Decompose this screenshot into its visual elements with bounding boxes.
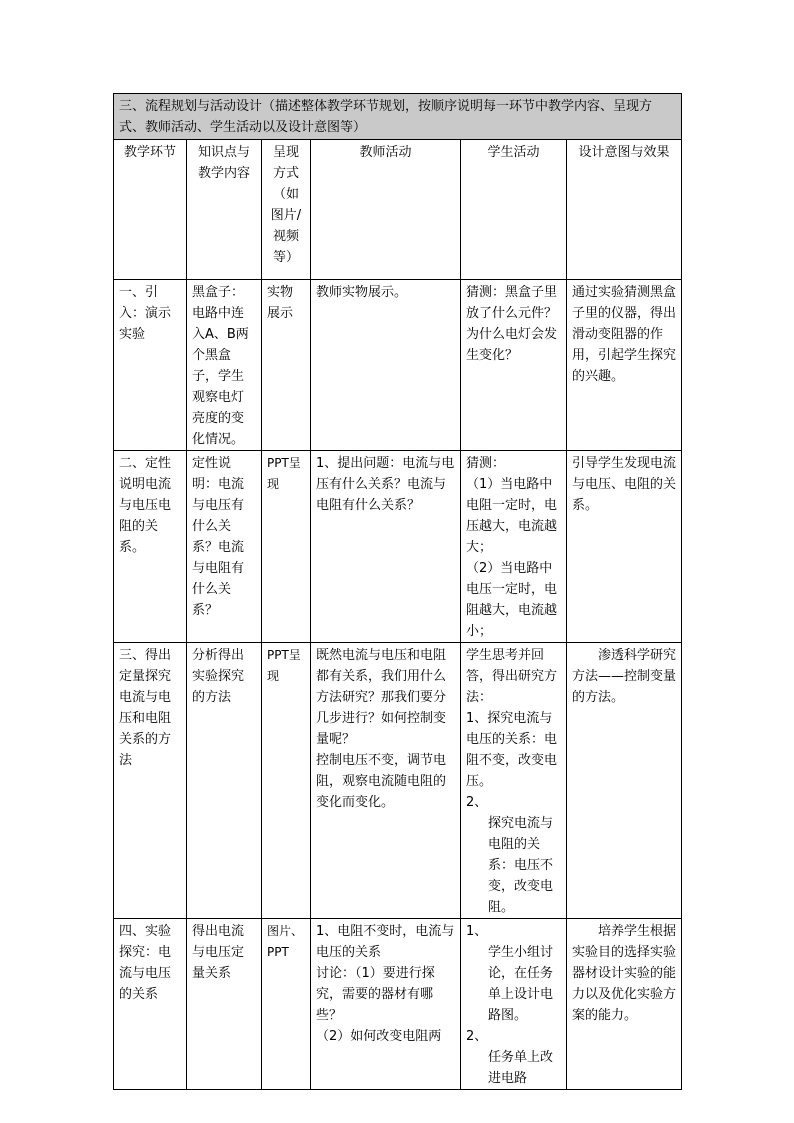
student-line: 2、: [466, 1029, 488, 1044]
student-line: （2）当电路中电压一定时，电阻越大，电流越小；: [466, 561, 558, 639]
header-knowledge: 知识点与教学内容: [187, 140, 262, 280]
student-line: 学生思考并回答，得出研究方法：: [466, 648, 558, 705]
presentation-cell: PPT呈现: [262, 643, 311, 919]
design-cell: 引导学生发现电流与电压、电阻的关系。: [567, 451, 682, 643]
teacher-cell: [311, 919, 461, 1090]
header-student: 学生活动: [461, 140, 567, 280]
header-teacher: 教师活动: [311, 140, 461, 280]
table-row: [114, 451, 682, 643]
table-row: [114, 643, 682, 919]
teacher-line: 1、提出问题：电流与电压有什么关系？电流与电阻有什么关系？: [316, 456, 455, 513]
student-line: 猜测：黑盒子里放了什么元件？为什么电灯会发生变化？: [466, 285, 558, 363]
teacher-line: 教师实物展示。: [316, 285, 408, 300]
student-line: 任务单上改进电路: [488, 1050, 554, 1086]
student-cell: [461, 919, 567, 1090]
knowledge-cell: 黑盒子：电路中连入A、B两个黑盒子，学生观察电灯亮度的变化情况。: [187, 280, 262, 451]
student-line: 2、: [466, 795, 488, 810]
teacher-line: 讨论：（1）要进行探究，需要的器材有哪些？: [316, 966, 435, 1023]
stage-cell: 三、得出定量探究电流与电压和电阻关系的方法: [114, 643, 187, 919]
student-cell: [461, 643, 567, 919]
student-line: 1、探究电流与电压的关系：电阻不变，改变电压。: [466, 711, 558, 789]
design-cell: 渗透科学研究方法——控制变量的方法。: [567, 643, 682, 919]
header-stage: 教学环节: [114, 140, 187, 280]
teacher-line: 1、电阻不变时，电流与电压的关系: [316, 924, 455, 960]
design-cell: 培养学生根据实验目的选择实验器材设计实验的能力以及优化实验方案的能力。: [567, 919, 682, 1090]
section-title: 三、流程规划与活动设计（描述整体教学环节规划，按顺序说明每一环节中教学内容、呈现方式、教师活动、学生活动以及设计意图等）: [114, 94, 682, 140]
presentation-cell: 图片、PPT: [262, 919, 311, 1090]
presentation-cell: 实物展示: [262, 280, 311, 451]
student-line: 探究电流与电阻的关系：电压不变，改变电阻。: [488, 816, 554, 915]
design-cell: 通过实验猜测黑盒子里的仪器，得出滑动变阻器的作用，引起学生探究的兴趣。: [567, 280, 682, 451]
stage-cell: 二、定性说明电流与电压电阻的关系。: [114, 451, 187, 643]
stage-cell: 四、实验探究：电流与电压的关系: [114, 919, 187, 1090]
student-line: （1）当电路中电阻一定时，电压越大，电流越大；: [466, 477, 558, 555]
teacher-cell: [311, 280, 461, 451]
header-design: 设计意图与效果: [567, 140, 682, 280]
student-line: 学生小组讨论，在任务单上设计电路图。: [488, 945, 554, 1023]
table-row: [114, 280, 682, 451]
lesson-plan-table: [113, 93, 682, 1090]
teacher-cell: [311, 643, 461, 919]
student-cell: [461, 280, 567, 451]
header-presentation: 呈现方式（如图片/视频等）: [262, 140, 311, 280]
table-row: [114, 919, 682, 1090]
teacher-line: 控制电压不变，调节电阻，观察电流随电阻的变化而变化。: [316, 753, 447, 810]
section-header-row: [114, 94, 682, 140]
column-header-row: [114, 140, 682, 280]
stage-cell: 一、引入：演示实验: [114, 280, 187, 451]
knowledge-cell: 得出电流与电压定量关系: [187, 919, 262, 1090]
student-line: 猜测：: [466, 456, 506, 471]
knowledge-cell: 定性说明：电流与电压有什么关系？电流与电阻有什么关系？: [187, 451, 262, 643]
teacher-cell: [311, 451, 461, 643]
teacher-line: （2）如何改变电阻两: [316, 1029, 442, 1044]
presentation-cell: PPT呈现: [262, 451, 311, 643]
student-line: 1、: [466, 924, 488, 939]
teacher-line: 既然电流与电压和电阻都有关系，我们用什么方法研究？那我们要分几步进行？如何控制变量呢？: [316, 648, 447, 747]
knowledge-cell: 分析得出实验探究的方法: [187, 643, 262, 919]
student-cell: [461, 451, 567, 643]
